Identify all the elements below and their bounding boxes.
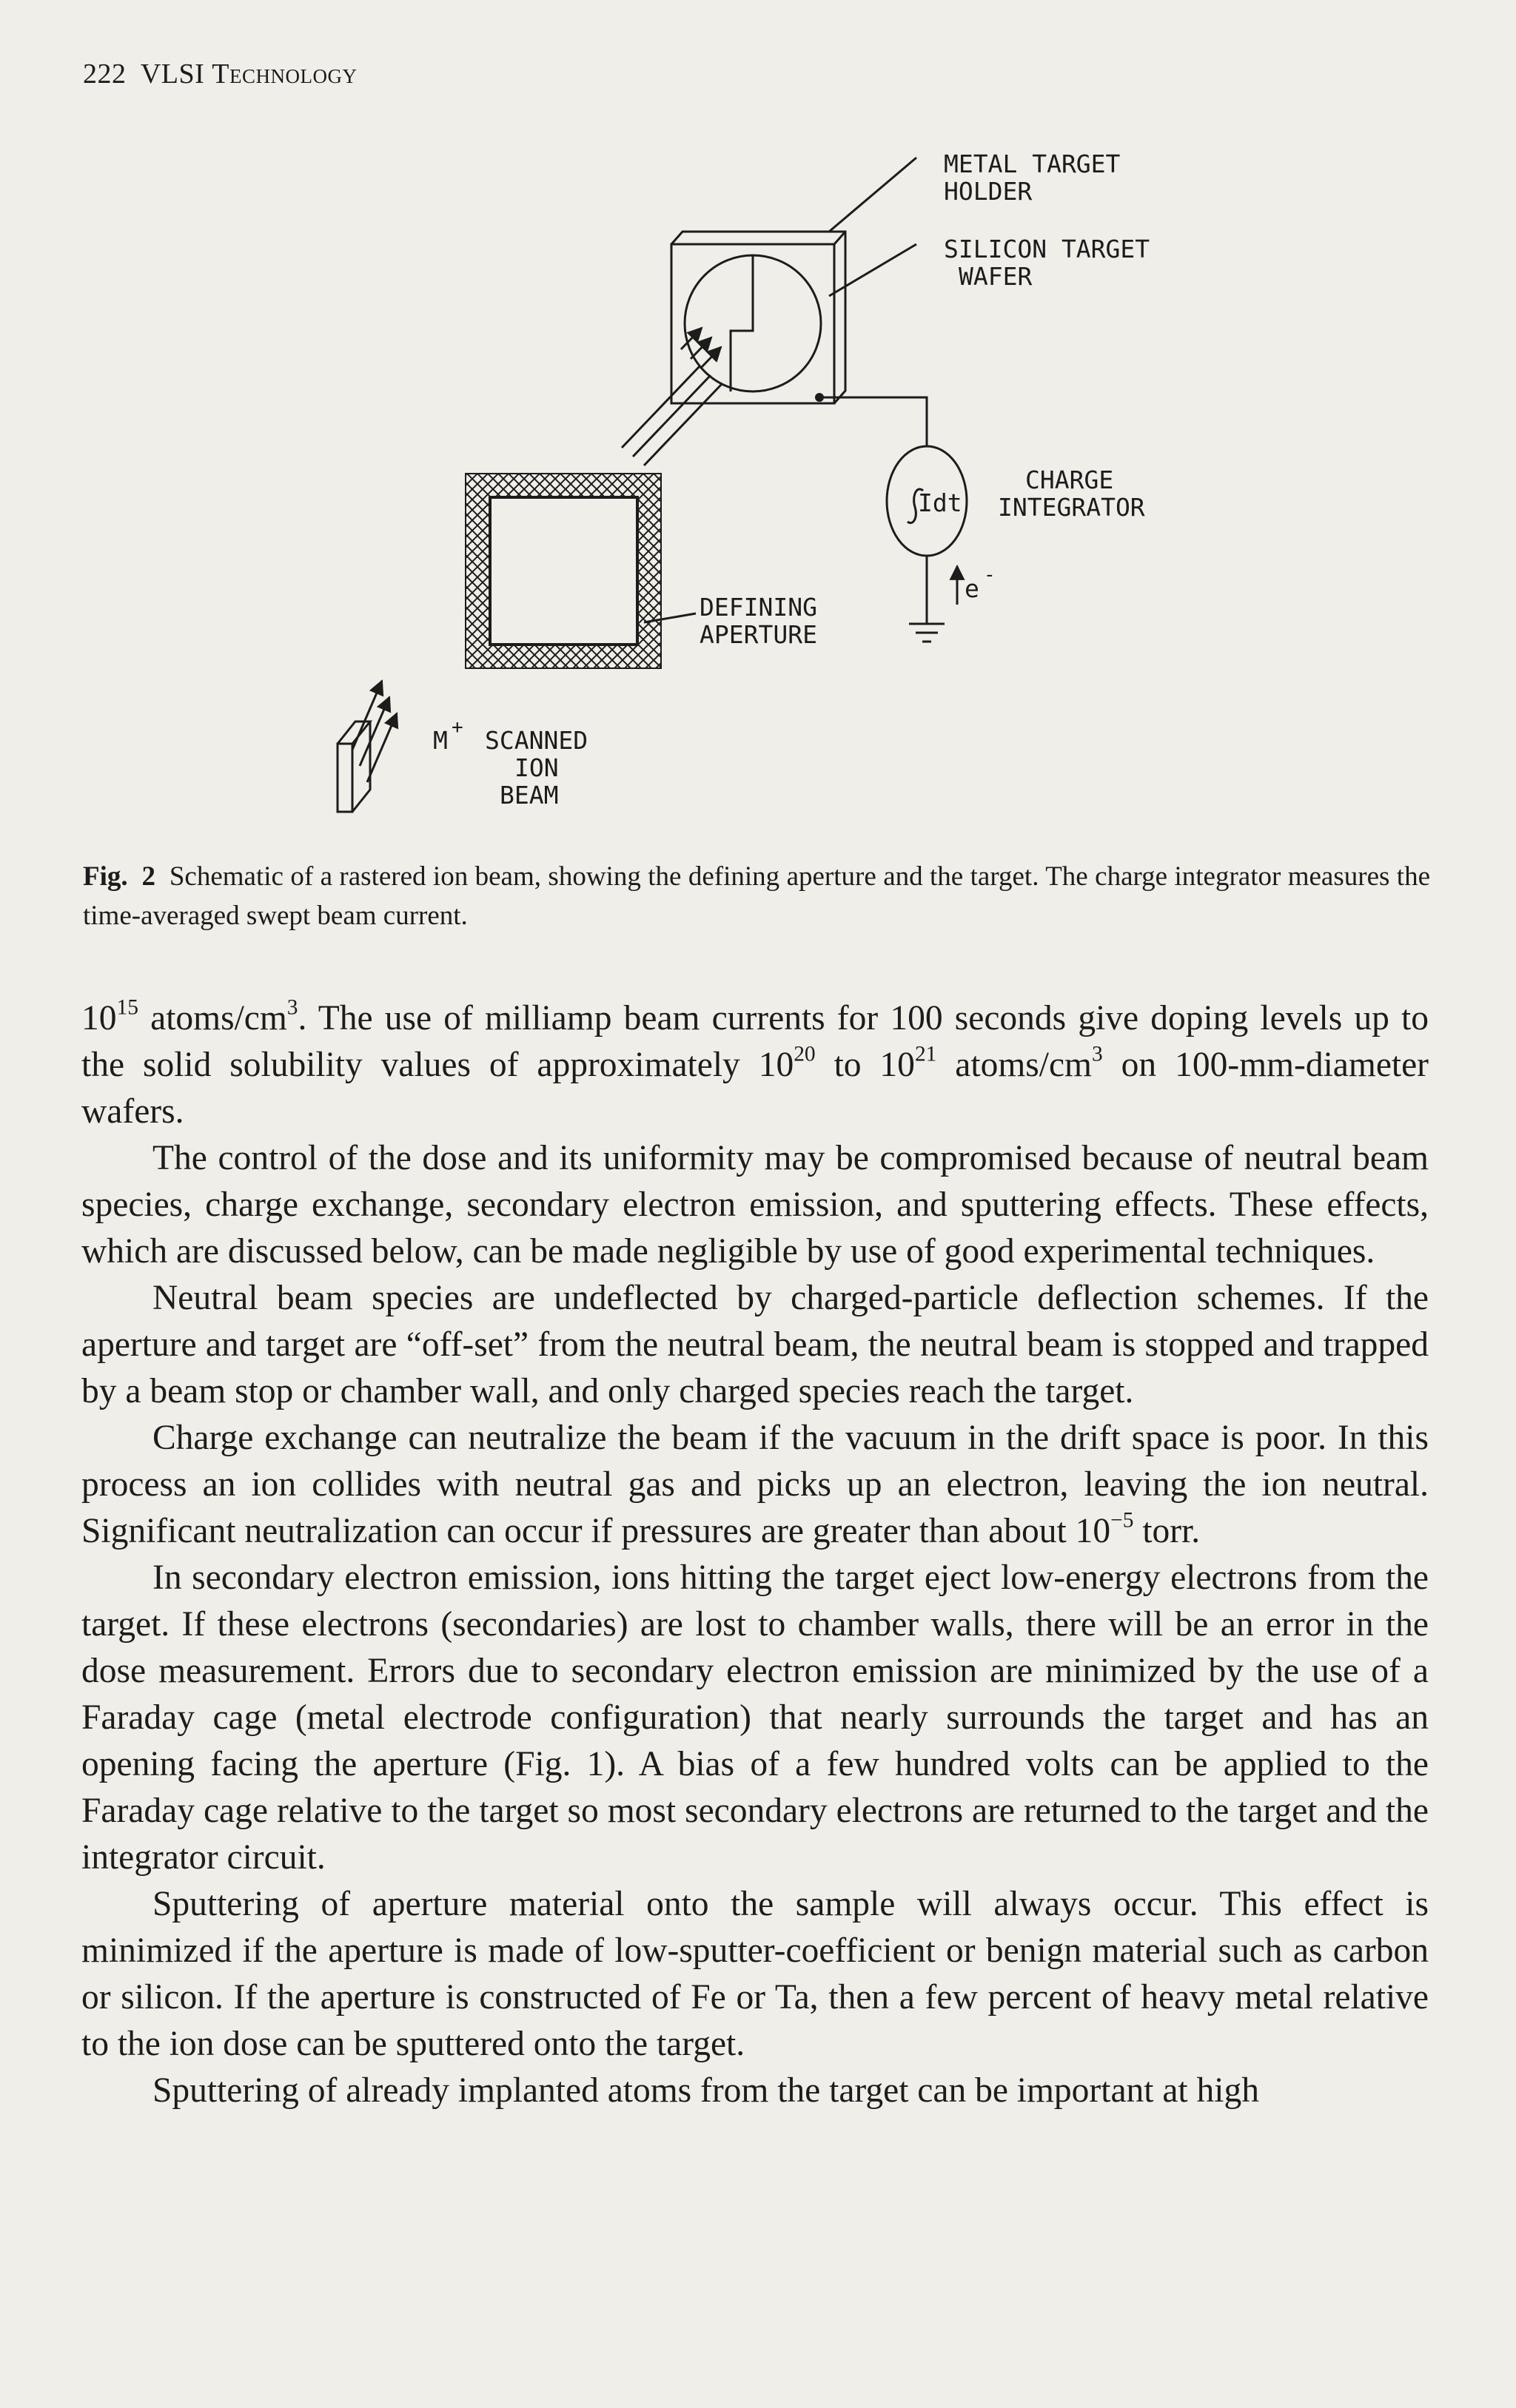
label-electron-sup: - <box>984 564 996 586</box>
paragraph-3: Neutral beam species are undeflected by charged-particle deflection schemes. If the aperture and target are “off-set” from the neutral beam, the neutral beam is stopped and trapped by a beam stop or chamber wall, and only charged species reach the target. <box>81 1279 1429 1410</box>
p1-sup-d: 21 <box>914 1042 937 1066</box>
p1-sup-a: 15 <box>116 995 138 1020</box>
p1-sup-b: 3 <box>286 995 298 1020</box>
paragraph-4 <box>81 1415 1429 1555</box>
p1-text-f: on 100-mm-diameter wafers. <box>81 1046 1429 1131</box>
label-aperture: APERTURE <box>700 620 817 649</box>
body-text <box>81 995 1429 2114</box>
label-integrator: INTEGRATOR <box>998 493 1145 522</box>
caption-label: Fig. <box>83 861 128 892</box>
label-ion-sup: + <box>452 716 463 739</box>
label-ion: M <box>433 726 448 755</box>
label-defining: DEFINING <box>700 593 817 622</box>
schematic-diagram <box>296 137 1258 833</box>
label-beam: BEAM <box>500 781 559 810</box>
label-electron: e <box>965 574 979 603</box>
label-silicon-target: SILICON TARGET <box>944 235 1150 263</box>
label-holder: HOLDER <box>944 177 1033 206</box>
label-charge: CHARGE <box>1025 465 1114 494</box>
label-idt: Idt <box>918 488 962 517</box>
defining-aperture <box>466 474 661 668</box>
paragraph-7: Sputtering of already implanted atoms from the target can be important at high <box>152 2071 1259 2110</box>
caption-text: Schematic of a rastered ion beam, showing the defining aperture and the target. The charge integrator measures the time-averaged swept beam current. <box>83 861 1431 931</box>
p1-sup-e: 3 <box>1092 1042 1103 1066</box>
silicon-target-wafer <box>685 255 821 391</box>
p1-text-e: atoms/cm <box>936 1046 1092 1084</box>
label-wafer: WAFER <box>959 262 1033 291</box>
integrator-wire <box>819 397 927 446</box>
running-title: Technology <box>212 58 358 90</box>
page-number: 222 <box>83 58 127 90</box>
leader-metal-holder <box>829 158 916 232</box>
metal-target-holder <box>671 232 845 403</box>
running-head <box>83 58 357 90</box>
figure-caption <box>83 857 1430 935</box>
p1-text-b: atoms/cm <box>138 999 287 1037</box>
paragraph-2: The control of the dose and its uniformity may be compromised because of neutral beam species, charge exchange, secondary electron emission, and sputtering effects. These effects, which are discussed below, can be made negligible by use of good experimental techniques. <box>81 1139 1429 1271</box>
p4-text-b: torr. <box>1133 1512 1201 1550</box>
paragraph-1 <box>81 995 1429 1135</box>
figure-ion-beam-schematic <box>296 137 1258 833</box>
p4-text-a: Charge exchange can neutralize the beam if the vacuum in the drift space is poor. In this process an ion collides with neutral gas and picks up an electron, leaving the ion neutral. Significant neutralization can occur if pressures are greater than about 10 <box>81 1419 1429 1550</box>
p1-text-d: to 10 <box>815 1046 915 1084</box>
ground-icon <box>909 624 945 642</box>
p1-text-c: . The use of milliamp beam currents for 100 seconds give doping levels up to the solid solubility values of approximately 10 <box>81 999 1429 1084</box>
paragraph-6: Sputtering of aperture material onto the sample will always occur. This effect is minimized if the aperture is made of low-sputter-coefficient or benign material such as carbon or silicon. If the aperture is constructed of Fe or Ta, then a few percent of heavy metal relative to the ion dose can be sputtered onto the target. <box>81 1885 1429 2063</box>
caption-number: 2 <box>141 861 155 892</box>
p1-sup-c: 20 <box>794 1042 816 1066</box>
ion-source-block <box>338 722 370 812</box>
label-scanned: SCANNED <box>485 726 588 755</box>
paragraph-5: In secondary electron emission, ions hitting the target eject low-energy electrons from the target. If these electrons (secondaries) are lost to chamber walls, there will be an error in the dose measurement. Errors due to secondary electron emission are minimized by the use of a Faraday cage (metal electrode configuration) that nearly surrounds the target and has an opening facing the aperture (Fig. 1). A bias of a few hundred volts can be applied to the Faraday cage relative to the target so most secondary electrons are returned to the target and the integrator circuit. <box>81 1558 1429 1877</box>
running-title-prefix: VLSI <box>140 58 205 90</box>
label-ion-word: ION <box>514 753 559 782</box>
p4-sup-a: −5 <box>1110 1508 1134 1533</box>
p1-text-a: 10 <box>81 999 117 1037</box>
label-metal-target: METAL TARGET <box>944 149 1121 178</box>
holder-contact-dot <box>815 393 824 402</box>
leader-silicon-wafer <box>829 244 916 296</box>
ion-beam-arrows <box>352 681 397 782</box>
